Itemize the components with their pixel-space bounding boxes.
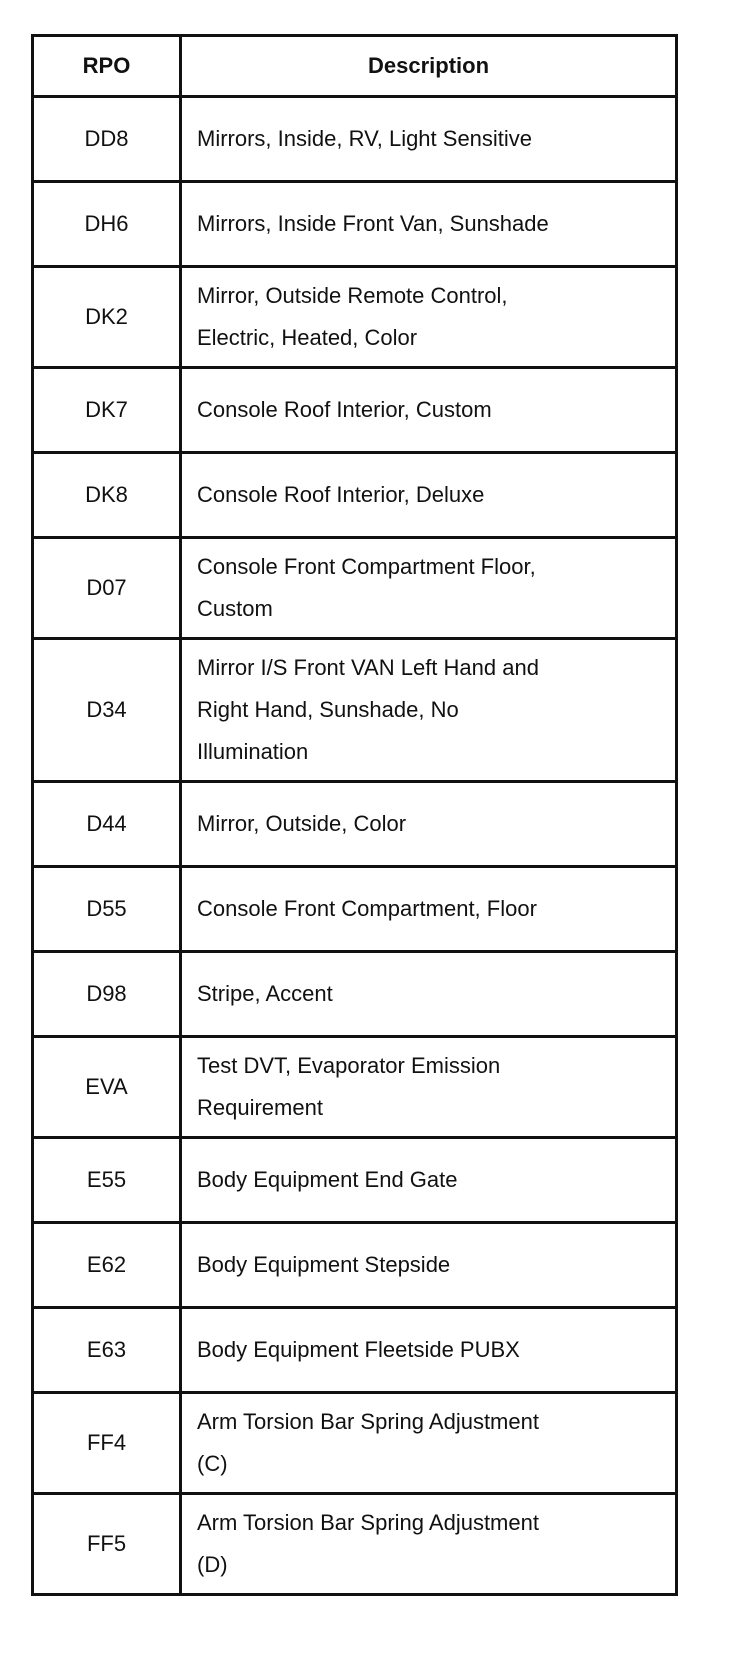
rpo-code-cell: E55 — [33, 1138, 181, 1223]
description-line: Body Equipment Stepside — [197, 1252, 451, 1277]
description-line: Stripe, Accent — [197, 981, 333, 1006]
description-cell — [181, 368, 677, 453]
description-line: Console Roof Interior, Deluxe — [197, 482, 485, 507]
description-cell — [181, 1308, 677, 1393]
table-row — [33, 1138, 677, 1223]
table-row — [33, 453, 677, 538]
description-cell — [181, 182, 677, 267]
table-row — [33, 952, 677, 1037]
table-row — [33, 867, 677, 952]
table-body — [33, 97, 677, 1595]
rpo-code-cell: D98 — [33, 952, 181, 1037]
rpo-code-cell: DD8 — [33, 97, 181, 182]
description-line: Electric, Heated, Color — [197, 325, 418, 350]
rpo-code-cell: DK7 — [33, 368, 181, 453]
rpo-description-table — [31, 34, 678, 1596]
description-cell — [181, 1494, 677, 1595]
description-line: Right Hand, Sunshade, No — [197, 697, 459, 722]
description-line: Body Equipment End Gate — [197, 1167, 458, 1192]
table-header — [33, 36, 677, 97]
rpo-code-cell: DK2 — [33, 267, 181, 368]
table-row — [33, 368, 677, 453]
description-line: Illumination — [197, 739, 309, 764]
header-row — [33, 36, 677, 97]
rpo-code-cell: DK8 — [33, 453, 181, 538]
description-cell — [181, 538, 677, 639]
rpo-code-cell: FF5 — [33, 1494, 181, 1595]
table-row — [33, 782, 677, 867]
table-row — [33, 639, 677, 782]
rpo-code-cell: E62 — [33, 1223, 181, 1308]
description-cell — [181, 1223, 677, 1308]
description-cell — [181, 1393, 677, 1494]
rpo-code-cell: E63 — [33, 1308, 181, 1393]
rpo-code-cell: FF4 — [33, 1393, 181, 1494]
header-rpo: RPO — [33, 36, 181, 97]
description-line: (D) — [197, 1552, 228, 1577]
description-line: Test DVT, Evaporator Emission — [197, 1053, 501, 1078]
rpo-code-cell: D34 — [33, 639, 181, 782]
table-row — [33, 1308, 677, 1393]
description-cell — [181, 867, 677, 952]
table-row — [33, 1494, 677, 1595]
rpo-code-cell: EVA — [33, 1037, 181, 1138]
description-line: Mirrors, Inside, RV, Light Sensitive — [197, 126, 533, 151]
table-row — [33, 267, 677, 368]
description-line: Arm Torsion Bar Spring Adjustment — [197, 1510, 539, 1535]
description-line: (C) — [197, 1451, 228, 1476]
description-line: Mirror I/S Front VAN Left Hand and — [197, 655, 539, 680]
description-cell — [181, 453, 677, 538]
description-cell — [181, 782, 677, 867]
description-line: Mirrors, Inside Front Van, Sunshade — [197, 211, 549, 236]
rpo-code-cell: D44 — [33, 782, 181, 867]
description-cell — [181, 97, 677, 182]
table-row — [33, 1223, 677, 1308]
header-description: Description — [181, 36, 677, 97]
description-line: Console Roof Interior, Custom — [197, 397, 492, 422]
description-line: Requirement — [197, 1095, 323, 1120]
description-cell — [181, 267, 677, 368]
description-line: Console Front Compartment, Floor — [197, 896, 537, 921]
description-line: Mirror, Outside, Color — [197, 811, 407, 836]
description-line: Mirror, Outside Remote Control, — [197, 283, 508, 308]
table-row — [33, 1393, 677, 1494]
table-row — [33, 1037, 677, 1138]
description-line: Arm Torsion Bar Spring Adjustment — [197, 1409, 539, 1434]
description-line: Body Equipment Fleetside PUBX — [197, 1337, 520, 1362]
description-cell — [181, 1138, 677, 1223]
description-line: Custom — [197, 596, 273, 621]
description-cell — [181, 1037, 677, 1138]
description-line: Console Front Compartment Floor, — [197, 554, 536, 579]
description-cell — [181, 639, 677, 782]
rpo-code-cell: DH6 — [33, 182, 181, 267]
description-cell — [181, 952, 677, 1037]
table-row — [33, 538, 677, 639]
rpo-code-cell: D55 — [33, 867, 181, 952]
table-row — [33, 97, 677, 182]
rpo-code-cell: D07 — [33, 538, 181, 639]
table-row — [33, 182, 677, 267]
